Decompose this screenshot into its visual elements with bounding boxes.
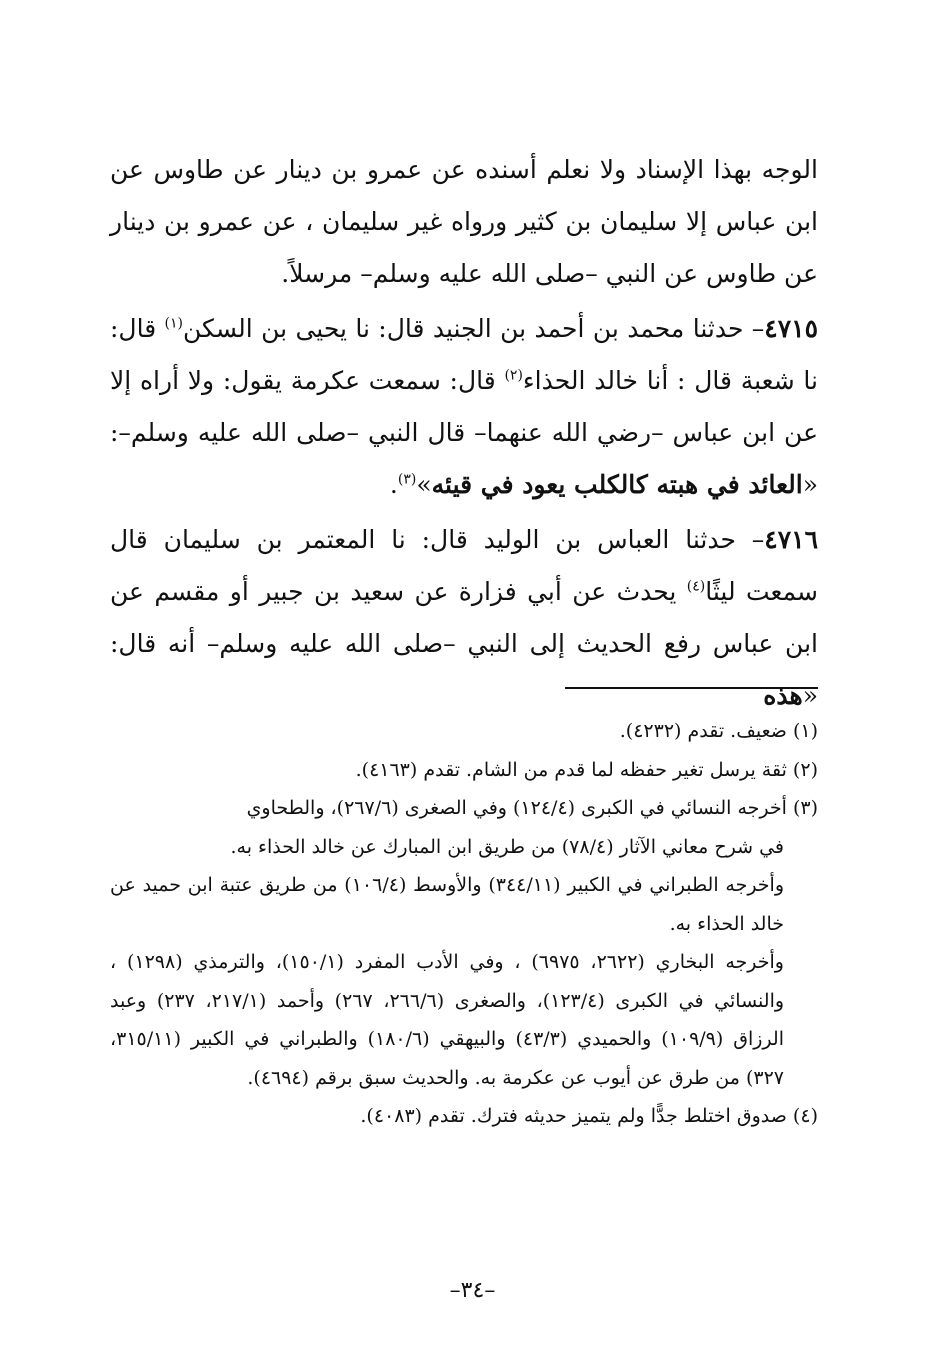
hadith-quote: العائد في هبته كالكلب يعود في قيئه — [431, 470, 803, 499]
quote-close: » — [416, 470, 432, 499]
page-number: –٣٤– — [449, 1278, 496, 1303]
footnote-2: (٢) ثقة يرسل تغير حفظه لما قدم من الشام. تقدم (٤١٦٣). — [355, 758, 818, 781]
footnote-ref: (٣) — [397, 471, 417, 488]
hadith-quote: هذه — [763, 681, 803, 710]
main-text — [110, 144, 818, 725]
hadith-text: يحدث عن أبي فزارة عن سعيد بن جبير أو مقسم عن ابن عباس رفع الحديث إلى النبي –صلى الله عليه وسلم– أنه قال: « — [110, 577, 818, 710]
footnote-ref: (١) — [164, 315, 184, 332]
footnote-3-continuation: وأخرجه الطبراني في الكبير (٣٤٤/١١) والأوسط (١٠٦/٤) من طريق عتبة ابن حميد عن خالد الحذاء به. — [110, 874, 784, 935]
footnote-ref: (٢) — [504, 367, 523, 384]
footnote-separator — [565, 687, 818, 689]
hadith-4715 — [110, 303, 818, 511]
footnotes — [110, 712, 818, 1136]
hadith-4716 — [110, 514, 818, 722]
hadith-text: – حدثنا محمد بن أحمد بن الجنيد قال: نا يحيى بن السكن — [183, 314, 765, 343]
hadith-number: ٤٧١٦ — [764, 525, 818, 554]
hadith-text: قال: سمعت عكرمة يقول: ولا أراه إلا عن ابن عباس –رضي الله عنهما– قال النبي –صلى الله عليه وسلم–: « — [110, 366, 818, 499]
footnote-1: (١) ضعيف. تقدم (٤٢٣٢). — [619, 720, 818, 742]
footnote-4: (٤) صدوق اختلط جدًّا ولم يتميز حديثه فترك. تقدم (٤٠٨٣). — [360, 1105, 818, 1127]
footnote-3-continuation: وأخرجه البخاري (٢٦٢٢، ٦٩٧٥) ، وفي الأدب المفرد (١٥٠/١)، والترمذي (١٢٩٨) ، والنسائي في الكبرى (١٢٣/٤)، والصغرى (٢٦٦/٦، ٢٦٧) وأحمد (٢١٧/١، ٢٣٧) وعبد الرزاق (١٠٩/٩) والحميدي (٤٣/٣) والبيهقي (١٨٠/٦) والطبراني في الكبير (٣١٥/١١، ٣٢٧) من طرق عن أيوب عن عكرمة به. والحديث سبق برقم (٤٦٩٤). — [110, 951, 785, 1089]
paragraph-continuation: الوجه بهذا الإسناد ولا نعلم أسنده عن عمرو بن دينار عن طاوس عن ابن عباس إلا سليمان بن كثير ورواه غير سليمان ، عن عمرو بن دينار عن طاوس عن النبي –صلى الله عليه وسلم– مرسلاً. — [110, 155, 818, 288]
hadith-text: – حدثنا العباس بن الوليد قال: نا المعتمر بن سليمان قال سمعت ليثًا — [110, 525, 818, 606]
footnote-ref: (٤) — [686, 578, 706, 595]
hadith-number: ٤٧١٥ — [764, 314, 818, 343]
sentence-end: . — [389, 470, 398, 499]
footnote-3-continuation: في شرح معاني الآثار (٧٨/٤) من طريق ابن المبارك عن خالد الحذاء به. — [230, 835, 784, 858]
footnote-3: (٣) أخرجه النسائي في الكبرى (١٢٤/٤) وفي الصغرى (٢٦٧/٦)، والطحاوي — [246, 797, 818, 819]
hadith-text: قال: نا شعبة قال : أنا خالد الحذاء — [110, 314, 818, 395]
